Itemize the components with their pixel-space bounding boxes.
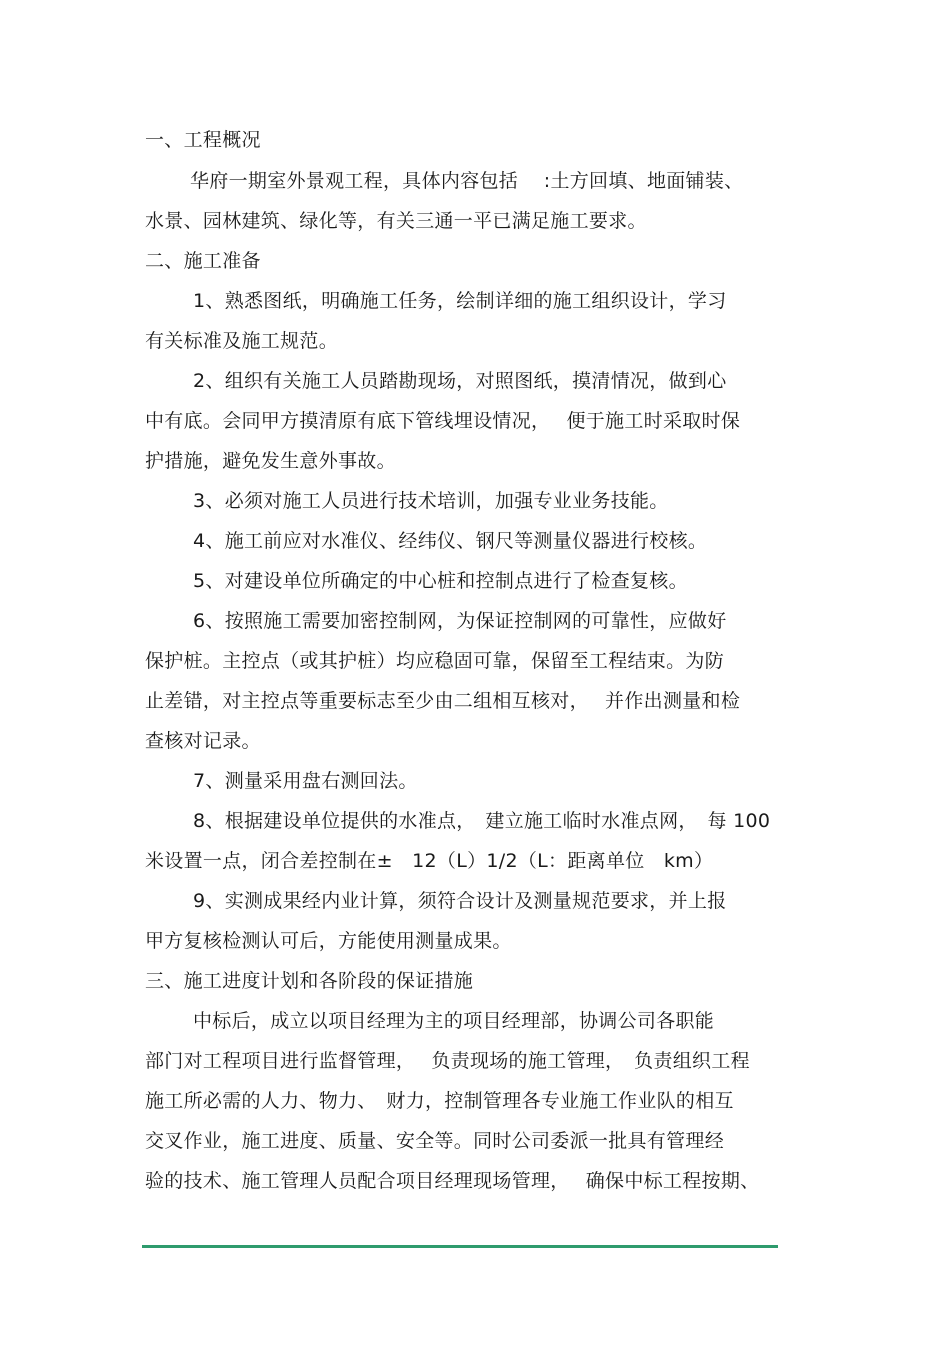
paragraph-line: 水景、园林建筑、绿化等，有关三通一平已满足施工要求。 [145,210,647,232]
paragraph-line: 施工所必需的人力、物力、 财力，控制管理各专业施工作业队的相互 [145,1090,734,1112]
paragraph-line: 中有底。会同甲方摸清原有底下管线埋设情况， 便于施工时采取时保 [145,410,741,432]
list-item-4: 4、施工前应对水准仪、经纬仪、钢尺等测量仪器进行校核。 [193,530,708,552]
heading-schedule-measures: 三、施工进度计划和各阶段的保证措施 [145,970,474,992]
list-item-8: 8、根据建设单位提供的水准点， 建立施工临时水准点网， 每 100 [193,810,771,832]
heading-construction-preparation: 二、施工准备 [145,250,261,272]
paragraph-line: 中标后，成立以项目经理为主的项目经理部，协调公司各职能 [193,1010,715,1032]
paragraph-line: 验的技术、施工管理人员配合项目经理现场管理， 确保中标工程按期、 [145,1170,760,1192]
paragraph-line: 查核对记录。 [145,730,261,752]
paragraph-line: 护措施，避免发生意外事故。 [145,450,396,472]
list-item-1: 1、熟悉图纸，明确施工任务，绘制详细的施工组织设计，学习 [193,290,727,312]
list-item-5: 5、对建设单位所确定的中心桩和控制点进行了检查复核。 [193,570,688,592]
paragraph-line: 保护桩。主控点（或其护桩）均应稳固可靠，保留至工程结束。为防 [145,650,725,672]
paragraph-line: 华府一期室外景观工程，具体内容包括 :土方回填、地面铺装、 [190,170,744,192]
list-item-2: 2、组织有关施工人员踏勘现场，对照图纸，摸清情况，做到心 [193,370,727,392]
list-item-7: 7、测量采用盘右测回法。 [193,770,418,792]
paragraph-line: 甲方复核检测认可后，方能使用测量成果。 [145,930,512,952]
heading-project-overview: 一、工程概况 [145,129,261,151]
paragraph-line: 米设置一点，闭合差控制在± 12（L）1/2（L：距离单位 km） [145,850,714,872]
paragraph-line: 有关标准及施工规范。 [145,330,339,352]
list-item-3: 3、必须对施工人员进行技术培训，加强专业业务技能。 [193,490,669,512]
paragraph-line: 止差错，对主控点等重要标志至少由二组相互核对， 并作出测量和检 [145,690,741,712]
paragraph-line: 交叉作业，施工进度、质量、安全等。同时公司委派一批具有管理经 [145,1130,725,1152]
list-item-9: 9、实测成果经内业计算，须符合设计及测量规范要求，并上报 [193,890,727,912]
paragraph-line: 部门对工程项目进行监督管理， 负责现场的施工管理， 负责组织工程 [145,1050,750,1072]
list-item-6: 6、按照施工需要加密控制网，为保证控制网的可靠性，应做好 [193,610,727,632]
footer-divider [142,1245,778,1248]
